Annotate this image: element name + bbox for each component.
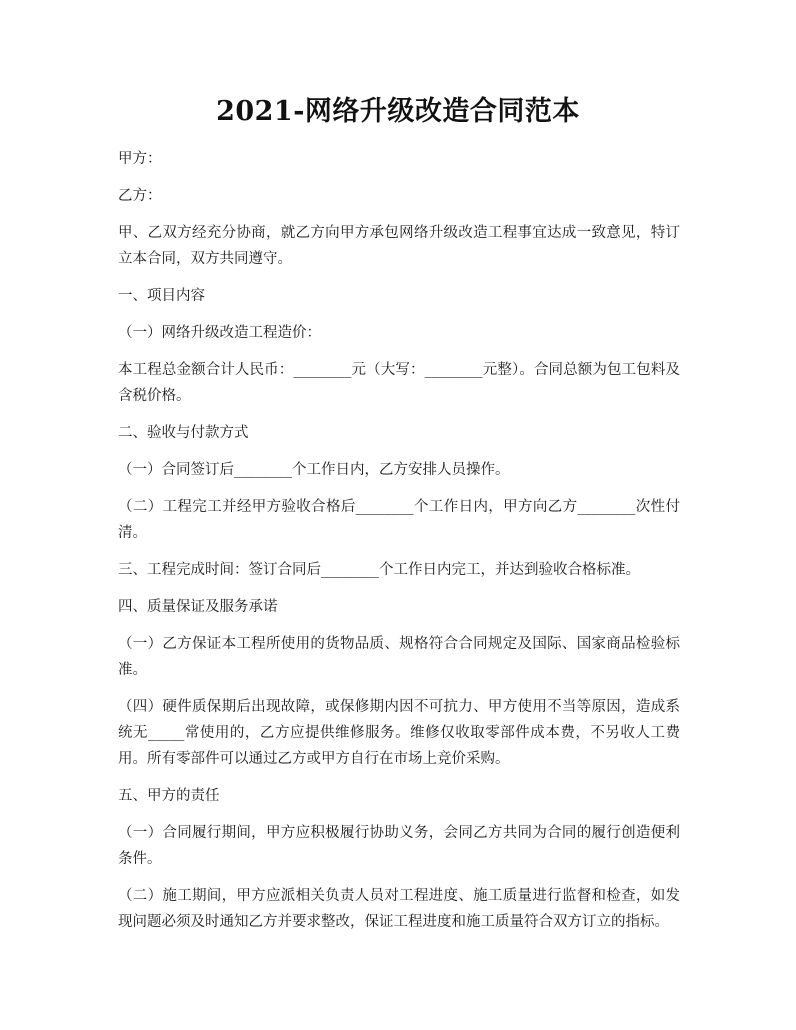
- section-heading-quality-service: 四、质量保证及服务承诺: [118, 599, 278, 615]
- document-body: [118, 146, 680, 946]
- clause-party-a-supervision: （二）施工期间，甲方应派相关负责人员对工程进度、施工质量进行监督和检查，如发现问题必须及时通知乙方并要求整改，保证工程进度和施工质量符合双方订立的指标。: [118, 888, 680, 930]
- section-heading-project-content: 一、项目内容: [118, 288, 205, 304]
- clause-after-signing: （一）合同签订后________个工作日内，乙方安排人员操作。: [118, 462, 510, 478]
- section-completion-time: 三、工程完成时间：签订合同后________个工作日内完工，并达到验收合格标准。: [118, 562, 640, 578]
- clause-project-cost: （一）网络升级改造工程造价：: [118, 325, 321, 341]
- party-b-line: 乙方：: [118, 188, 162, 204]
- clause-payment-after-acceptance: （二）工程完工并经甲方验收合格后________个工作日内，甲方向乙方________次性付清。: [118, 499, 680, 541]
- preamble-paragraph: 甲、乙双方经充分协商，就乙方向甲方承包网络升级改造工程事宜达成一致意见，特订立本合同，双方共同遵守。: [118, 225, 680, 267]
- section-heading-acceptance-payment: 二、验收与付款方式: [118, 425, 249, 441]
- party-a-line: 甲方：: [118, 151, 162, 167]
- section-heading-party-a-duties: 五、甲方的责任: [118, 788, 220, 804]
- clause-total-amount: 本工程总金额合计人民币：________元（大写：________元整）。合同总额为包工包料及含税价格。: [118, 362, 680, 404]
- clause-party-a-assistance: （一）合同履行期间，甲方应积极履行协助义务，会同乙方共同为合同的履行创造便利条件。: [118, 825, 680, 867]
- clause-after-warranty-repair: （四）硬件质保期后出现故障，或保修期内因不可抗力、甲方使用不当等原因，造成系统无_____常使用的，乙方应提供维修服务。维修仅收取零部件成本费，不另收人工费用。所有零部件可以通过乙方或甲方自行在市场上竞价采购。: [118, 699, 680, 767]
- document-title: 2021-网络升级改造合同范本: [216, 96, 580, 127]
- clause-quality-guarantee: （一）乙方保证本工程所使用的货物品质、规格符合合同规定及国际、国家商品检验标准。: [118, 636, 680, 678]
